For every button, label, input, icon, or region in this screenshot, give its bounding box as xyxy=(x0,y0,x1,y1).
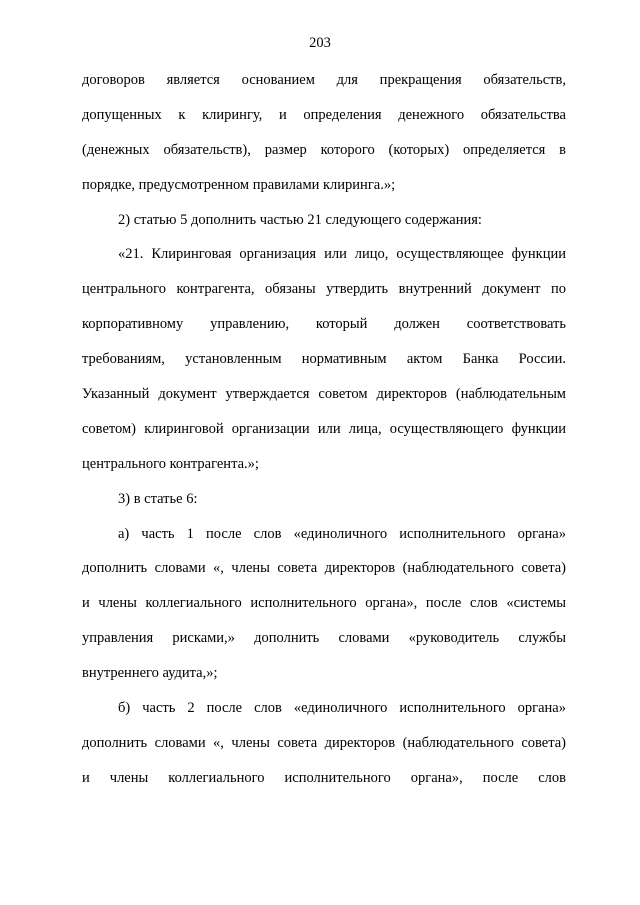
text-line: Указанный документ утверждается советом директоров (наблюдательным xyxy=(82,386,566,403)
text-line: центрального контрагента, обязаны утвердить внутренний документ по xyxy=(82,281,566,298)
text-line: б) часть 2 после слов «единоличного исполнительного органа» xyxy=(118,700,566,717)
text-line: управления рисками,» дополнить словами «руководитель службы xyxy=(82,630,566,647)
page-number: 203 xyxy=(309,35,331,51)
text-line: дополнить словами «, члены совета директоров (наблюдательного совета) xyxy=(82,560,566,577)
text-line: 3) в статье 6: xyxy=(118,490,198,507)
text-line: (денежных обязательств), размер которого (которых) определяется в xyxy=(82,141,566,158)
text-line: 2) статью 5 дополнить частью 21 следующего содержания: xyxy=(118,211,482,228)
text-line: советом) клиринговой организации или лица, осуществляющего функции xyxy=(82,420,566,437)
text-line: и члены коллегиального исполнительного органа», после слов xyxy=(82,769,566,786)
text-line: а) часть 1 после слов «единоличного исполнительного органа» xyxy=(118,525,566,542)
document-body xyxy=(82,63,566,796)
text-line: центрального контрагента.»; xyxy=(82,455,259,472)
text-line: дополнить словами «, члены совета директоров (наблюдательного совета) xyxy=(82,734,566,751)
text-line: внутреннего аудита,»; xyxy=(82,665,218,682)
text-line: допущенных к клирингу, и определения денежного обязательства xyxy=(82,106,566,123)
text-line: и члены коллегиального исполнительного органа», после слов «системы xyxy=(82,595,566,612)
text-line: требованиям, установленным нормативным актом Банка России. xyxy=(82,351,566,368)
text-line: договоров является основанием для прекращения обязательств, xyxy=(82,72,566,88)
text-line: порядке, предусмотренном правилами клиринга.»; xyxy=(82,176,396,193)
text-line: корпоративному управлению, который должен соответствовать xyxy=(82,316,566,333)
text-line: «21. Клиринговая организация или лицо, осуществляющее функции xyxy=(118,246,566,263)
